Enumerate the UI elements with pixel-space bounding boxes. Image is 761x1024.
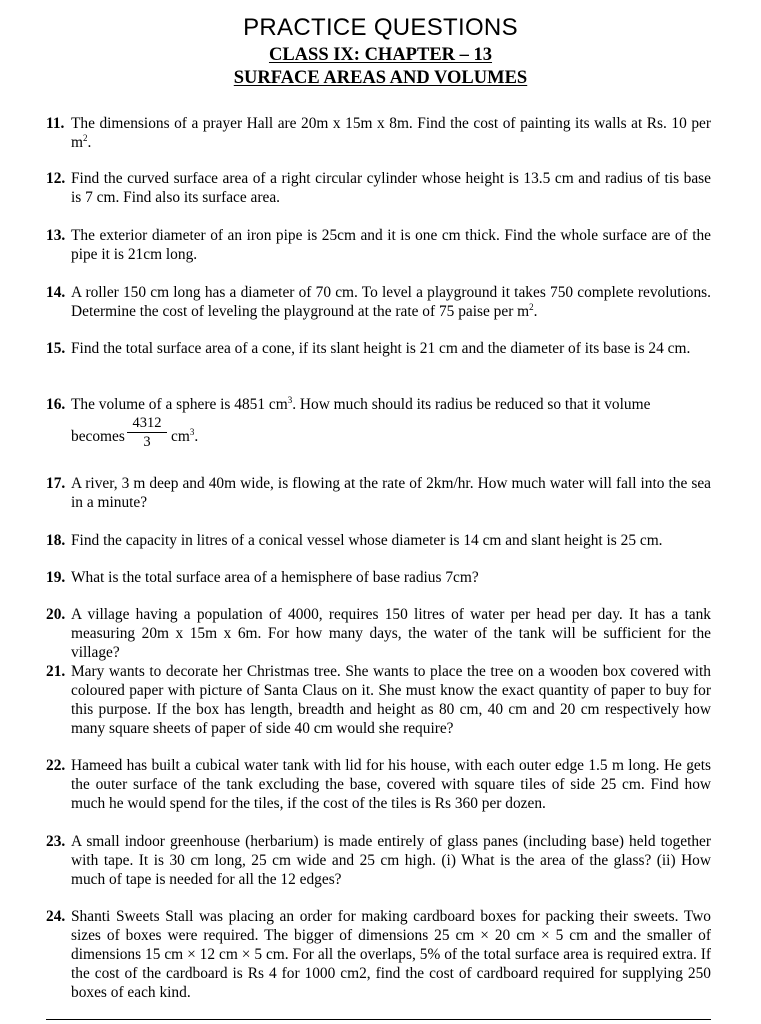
question-text: Shanti Sweets Stall was placing an order for making cardboard boxes for packing their sweets. Two sizes of boxes were required. The bigger of dimensions 25 cm × 20 cm × 5 cm and the smaller of dimensions 15 cm × 12 cm × 5 cm. For all the overlaps, 5% of the total surface area is required extra. If the cost of the cardboard is Rs 4 for 1000 cm2, find the cost of cardboard required for supplying 250 boxes of each kind.	[71, 908, 711, 1001]
question-number: 17.	[46, 475, 66, 492]
fraction-numerator: 4312	[127, 414, 167, 433]
fraction-line	[71, 414, 711, 454]
becomes-label: becomes	[71, 428, 125, 445]
question-23	[46, 832, 711, 889]
question-number: 13.	[46, 227, 66, 244]
question-12	[46, 169, 711, 207]
question-text: Find the capacity in litres of a conical vessel whose diameter is 14 cm and slant height is 25 cm.	[71, 532, 663, 549]
subject-heading: SURFACE AREAS AND VOLUMES	[233, 68, 528, 88]
question-text: The exterior diameter of an iron pipe is 25cm and it is one cm thick. Find the whole surface are of the pipe it is 21cm long.	[71, 227, 711, 263]
question-text: A small indoor greenhouse (herbarium) is made entirely of glass panes (including base) held together with tape. It is 30 cm long, 25 cm wide and 25 cm high. (i) What is the area of the glass? (ii) How much of tape is needed for all the 12 edges?	[71, 833, 711, 888]
question-13	[46, 226, 711, 264]
question-text: The dimensions of a prayer Hall are 20m x 15m x 8m. Find the cost of painting its walls at Rs. 10 per $m^2$.	[71, 115, 711, 151]
question-text: A river, 3 m deep and 40m wide, is flowing at the rate of 2km/hr. How much water will fall into the sea in a minute?	[71, 475, 711, 511]
question-number: 12.	[46, 170, 66, 187]
question-text: What is the total surface area of a hemisphere of base radius 7cm?	[71, 569, 479, 586]
footer-divider	[46, 1019, 711, 1020]
question-number: 21.	[46, 663, 66, 680]
question-19	[46, 568, 711, 587]
question-text: A village having a population of 4000, requires 150 litres of water per head per day. It has a tank measuring 20m x 15m x 6m. For how many days, the water of the tank will be sufficient for the village?	[71, 606, 711, 661]
fraction	[127, 414, 167, 451]
question-text: Hameed has built a cubical water tank with lid for his house, with each outer edge 1.5 m long. He gets the outer surface of the tank excluding the base, covered with square tiles of side 25 cm. Find how much he would spend for the tiles, if the cost of the tiles is Rs 360 per dozen.	[71, 757, 711, 812]
question-text: A roller 150 cm long has a diameter of 70 cm. To level a playground it takes 750 complete revolutions. Determine the cost of leveling the playground at the rate of 75 paise per $m^2$.	[71, 284, 711, 320]
question-11	[46, 114, 711, 152]
question-number: 14.	[46, 284, 66, 301]
question-21	[46, 662, 711, 738]
question-20	[46, 605, 711, 662]
question-15	[46, 339, 711, 358]
question-number: 24.	[46, 908, 66, 925]
question-24	[46, 907, 711, 1002]
question-number: 18.	[46, 532, 66, 549]
question-text: Find the curved surface area of a right circular cylinder whose height is 13.5 cm and radius of tis base is 7 cm. Find also its surface area.	[71, 170, 711, 206]
unit-label: $cm^3$.	[171, 427, 199, 445]
question-number: 15.	[46, 340, 66, 357]
question-number: 11.	[46, 115, 65, 132]
question-17	[46, 474, 711, 512]
question-number: 19.	[46, 569, 66, 586]
question-number: 16.	[46, 396, 66, 413]
question-text: The volume of a sphere is 4851 $cm^3$. How much should its radius be reduced so that it volume	[71, 395, 651, 413]
question-number: 20.	[46, 606, 66, 623]
question-text: Mary wants to decorate her Christmas tree. She wants to place the tree on a wooden box covered with coloured paper with picture of Santa Claus on it. She must know the exact quantity of paper to buy for this purpose. If the box has length, breadth and height as 80 cm, 40 cm and 20 cm respectively how many square sheets of paper of side 40 cm would she require?	[71, 663, 711, 737]
fraction-denominator: 3	[143, 434, 151, 450]
class-chapter-heading: CLASS IX: CHAPTER – 13	[268, 45, 493, 65]
question-number: 22.	[46, 757, 66, 774]
page-title: PRACTICE QUESTIONS	[243, 14, 518, 41]
question-22	[46, 756, 711, 813]
question-number: 23.	[46, 833, 66, 850]
question-14	[46, 283, 711, 321]
question-16	[46, 395, 711, 454]
question-text: Find the total surface area of a cone, if its slant height is 21 cm and the diameter of its base is 24 cm.	[71, 340, 691, 357]
question-18	[46, 531, 711, 550]
